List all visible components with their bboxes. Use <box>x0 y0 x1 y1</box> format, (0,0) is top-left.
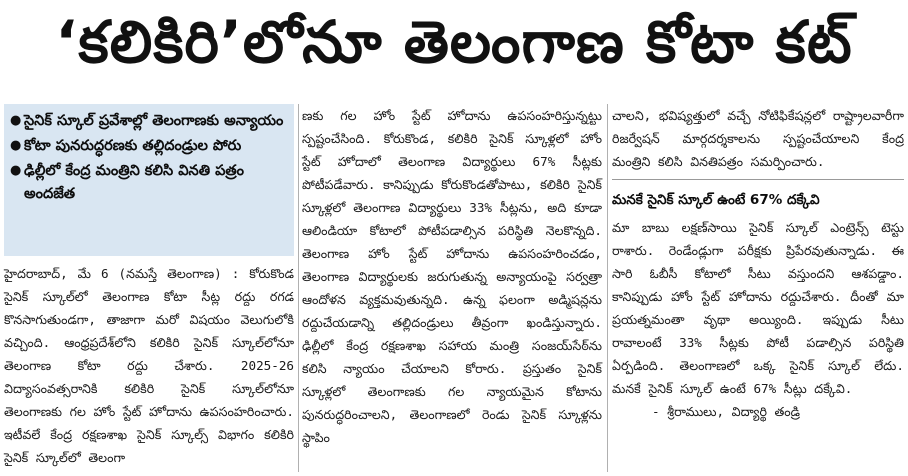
sub-heading: మనకే సైనిక్‌ స్కూల్‌ ఉంటే 67% దక్కేవి <box>612 192 820 208</box>
highlight-item <box>10 135 288 158</box>
column-divider <box>607 104 608 472</box>
bullet-icon: ● <box>10 163 22 178</box>
bullet-icon: ● <box>10 138 22 153</box>
highlight-item <box>10 160 288 206</box>
quote-author: - శ్రీరాములు, విద్యార్థి తండ్రి <box>652 404 801 419</box>
column-3 <box>612 104 904 423</box>
headline: ‘కలికిరి’లోనూ తెలంగాణ కోటా కట్ <box>55 7 853 76</box>
article-body-col1: హైదరాబాద్‌, మే 6 (నమస్తే తెలంగాణ) : కోరుకొండ సైనిక్‌ స్కూల్‌లో తెలంగాణ కోటా సీట్ల రద్దు రగడ కొనసాగుతుండగా, తాజాగా మరో విషయం వెలుగులోకి వచ్చింది. ఆంధ్రప్రదేశ్‌లోని కలికిరి సైనిక్‌ స్కూల్‌లోనూ తెలంగాణ కోటా రద్దు చేశారు. 2025-26 విద్యాసంవత్సరానికి కలికిరి సైనిక్‌ స్కూల్‌లోనూ తెలంగాణకు గల హోం స్టేట్‌ హోదాను ఉపసంహరించారు. ఇటీవలే కేంద్ర రక్షణశాఖ సైనిక్‌ స్కూల్స్‌ విభాగం కలికిరి సైనిక్‌ స్కూల్‌లో తెలంగా <box>4 266 294 465</box>
highlight-text: ఢిల్లీలో కేంద్ర మంత్రిని కలిసి వినతి పత్రం అందజేత <box>24 163 245 202</box>
highlight-text: కోటా పునరుద్ధరణకు తల్లిదండ్రుల పోరు <box>24 138 242 154</box>
bullet-icon: ● <box>10 113 22 128</box>
highlight-text: సైనిక్‌ స్కూల్‌ ప్రవేశాల్లో తెలంగాణకు అన్యాయం <box>24 113 284 129</box>
article-body-col2: ణకు గల హోం స్టేట్‌ హోదాను ఉపసంహరిస్తున్నట్టు స్పష్టంచేసింది. కోరుకొండ, కలికిరి సైనిక్‌ స్కూళ్లలో హోం స్టేట్‌ హోదాలో తెలంగాణ విద్యార్థులు 67% సీట్లకు పోటీపడేవారు. కానిప్పుడు కోరుకొండతోపాటు, కలికిరి సైనిక్‌ స్కూళ్లలో తెలంగాణ విద్యార్థులు 33% సీట్లను, అది కూడా ఆలిండియా కోటాలో పోటీపడాల్సిన పరిస్థితి నెలకొన్నది. తెలంగాణ హోం స్టేట్‌ హోదాను ఉపసంహరించడం, తెలంగాణ విద్యార్థులకు జరుగుతున్న అన్యాయంపై సర్వత్రా ఆందోళన వ్యక్తమవుతున్నది. ఉన్న ఫలంగా అడ్మిషన్లను రద్దుచేయడాన్ని తల్లిదండ్రులు తీవ్రంగా ఖండిస్తున్నారు. ఢిల్లీలో కేంద్ర రక్షణశాఖ సహాయ మంత్రి సంజయ్‌సేఠ్‌ను కలిసి న్యాయం చేయాలని కోరారు. ప్రస్తుతం సైనిక్‌ స్కూళ్లలో తెలంగాణకు గల న్యాయమైన కోటాను పునరుద్ధరించాలని, తెలంగాణలో రెండు సైనిక్‌ స్కూళ్లను స్థాపిం <box>302 108 602 445</box>
column-1 <box>4 104 294 469</box>
quote-body: మా బాబు లక్షణ్‌సాయి సైనిక్‌ స్కూల్‌ ఎంట్రెన్స్‌ టెస్టు రాశారు. రెండేండ్లుగా పరీక్షకు ప్రిపేరవుతున్నాడు. ఈ సారి ఓబీసీ కోటాలో సీటు వస్తుందని ఆశపడ్డాం. కానిప్పుడు హోం స్టేట్‌ హోదాను రద్దుచేశారు. దీంతో మా ప్రయత్నమంతా వృథా అయ్యింది. ఇప్పుడు సీటు రావాలంటే 33% సీట్లకు పోటీ పడాల్సిన పరిస్థితి ఏర్పడింది. తెలంగాణలో ఒక్క సైనిక్‌ స్కూల్‌ లేదు. మనకే సైనిక్‌ స్కూల్‌ ఉంటే 67% సీట్లు దక్కేవి. <box>612 220 904 396</box>
column-2 <box>302 104 602 449</box>
highlights-box <box>4 104 294 256</box>
highlight-item <box>10 110 288 133</box>
column-divider <box>298 104 299 472</box>
article-body-col3: చాలని, భవిష్యత్తులో వచ్చే నోటిఫికేషన్లలో రాష్ట్రాలవారీగా రిజర్వేషన్‌ మార్గదర్శకాలను స్పష్టంచేయాలని కేంద్ర మంత్రిని కలిసి వినతిపత్రం సమర్పించారు. <box>612 108 904 169</box>
divider <box>612 179 904 180</box>
